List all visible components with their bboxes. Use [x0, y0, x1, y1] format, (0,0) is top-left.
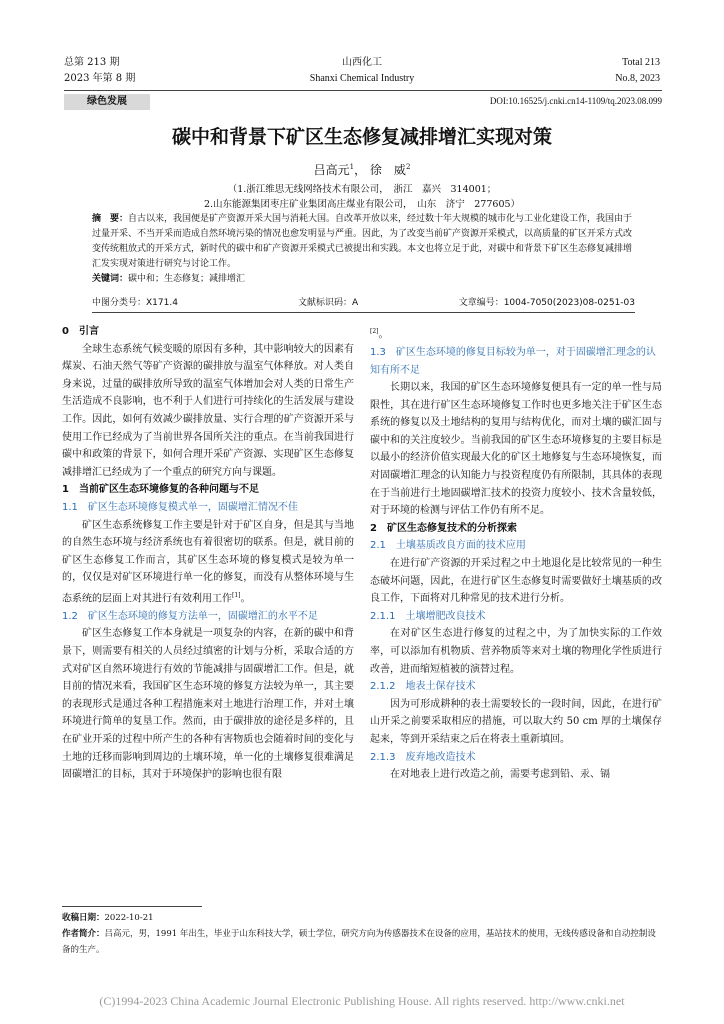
subsection-heading: 1.2 矿区生态环境的修复方法单一，固碳增汇的水平不足 [62, 610, 318, 622]
keywords [92, 272, 635, 287]
keywords-label: 关键词： [92, 274, 129, 284]
received-label: 收稿日期： [62, 913, 105, 923]
issue-en: No.8, 2023 [615, 73, 660, 84]
header-rule [64, 90, 662, 91]
paragraph: 长期以来，我国的矿区生态环境修复便具有一定的单一性与局限性，其在进行矿区生态环境修复工作时也更多地关注于矿区生态系统的修复以及土地结构的复用与结构优化，而对土壤的碳汇固与碳中和的关注度较少。当前我国的矿区生态环境修复的主要目标是以最小的经济价值实现最大化的矿区土地修复与生态环境恢复，而对固碳增汇理念的认知能力与投资程度仍有所限制，其具体的表现在于当前进行土地固碳增汇技术的投资力度较小、技术含量较低，对于环境的检测与评估工作仍有所不足。 [370, 382, 662, 517]
body-column-right [370, 323, 662, 784]
author-bio [62, 926, 662, 958]
paragraph-continued: 矿区生态修复工作本身就是一项复杂的内容，在新的碳中和背景下，则需要有相关的人员经过缜密的计划与分析，采取合适的方式对矿区自然环境进行有效的节能减排与固碳增汇工作。但是，就目前的情况来看，我国矿区生态环境的修复方法较为单一，其主要的表现形式是通过各种工程措施来对土地进行治理工作，并对土壤环境进行简单的复垦工作。然而，由于碳排放的途径是多样的，且在矿业开采的过程中所产生的各种有害物质也会随着时间的变化与土地的迁移而影响到周边的土壤环境，单一化的土壤修复很难满足固碳增汇的目标，其对于环境保护的影响也很有限 [62, 628, 354, 781]
body-column-left [62, 323, 354, 784]
total-issue-cn: 总第 213 期 [64, 57, 120, 68]
author-1: 吕高元 [313, 163, 350, 177]
received-date [62, 910, 662, 926]
author-2-affil: 2 [405, 163, 411, 171]
author-2: 徐 威 [369, 163, 406, 177]
footnote [62, 910, 662, 958]
paragraph-end: 。 [240, 593, 251, 605]
paragraph-text: 矿区生态系统修复工作主要是针对于矿区自身，但是其与当地的自然生态环境与经济系统也有着很密切的联系。但是，就目前的矿区生态修复工作而言，其矿区生态环境的修复模式是较为单一的，仅仅是对矿区环境进行单一化的修复，而没有从整体环境与生态系统的层面上对其进行有效利用工作 [62, 519, 354, 605]
section-heading: 2 矿区生态修复技术的分析探索 [370, 522, 517, 534]
footnote-rule [62, 906, 202, 907]
abstract-label: 摘 要： [92, 214, 129, 224]
citation: [2] [370, 328, 379, 335]
article-number: 文章编号：1004-7050(2023)08-0251-03 [458, 298, 635, 308]
author-bio-text: 吕高元，男，1991 年出生，毕业于山东科技大学，硕士学位，研究方向为传感器技术在设备的应用，基站技术的使用，无线传感设备和自动控制设备的生产。 [62, 929, 656, 955]
subsubsection-heading: 2.1.2 地表土保存技术 [370, 681, 476, 693]
article-title: 碳中和背景下矿区生态修复减排增汇实现对策 [171, 126, 552, 148]
author-bio-label: 作者简介： [62, 929, 105, 939]
paragraph: 在对矿区生态进行修复的过程之中，为了加快实际的工作效率，可以添加有机物质、营养物质等来对土壤的物理化学性质进行改善，进而缩短植被的演替过程。 [370, 628, 662, 675]
affiliation-2: 2.山东能源集团枣庄矿业集团高庄煤业有限公司， 山东 济宁 277605） [203, 199, 521, 210]
meta-rule [92, 312, 635, 313]
section-heading: 1 当前矿区生态环境修复的各种问题与不足 [62, 484, 259, 496]
received-value: 2022-10-21 [104, 913, 154, 923]
authors [0, 161, 724, 178]
author-sep: ， [354, 163, 367, 177]
paragraph: 因为可形成耕种的表土需要较长的一段时间，因此，在进行矿山开采之前要采取相应的措施，可以取大约 50 cm 厚的土壤保存起来，等到开采结束之后在将表土重新填回。 [370, 698, 662, 745]
subsection-heading: 1.1 矿区生态环境修复模式单一，固碳增汇情况不佳 [62, 501, 298, 513]
document-code: 文献标识码：A [298, 298, 359, 308]
subsection-heading: 1.3 矿区生态环境的修复目标较为单一，对于固碳增汇理念的认知有所不足 [370, 346, 656, 376]
section-heading: 0 引言 [62, 326, 99, 337]
journal-name-cn: 山西化工 [342, 57, 382, 68]
total-issue-en: Total 213 [622, 57, 660, 68]
subsubsection-heading: 2.1.3 废弃地改造技术 [370, 751, 476, 763]
header-right [615, 55, 660, 87]
citation: [1] [232, 591, 241, 599]
subsection-heading: 2.1 土壤基质改良方面的技术应用 [370, 540, 526, 552]
paragraph-end: 。 [378, 329, 389, 341]
paragraph-continuation [370, 323, 662, 344]
section-tag: 绿色发展 [64, 94, 150, 110]
abstract [92, 212, 635, 287]
abstract-text: 自古以来，我国便是矿产资源开采大国与消耗大国。自改革开放以来，经过数十年大规模的城市化与工业化建设工作，我国由于过量开采、不当开采而造成自然环境污染的情况也愈发明显与严重。因此，为了改变当前矿产资源开采模式，以高质量的矿区开采方式改变传统粗放式的开采方式，新时代的碳中和矿产资源开采模式已被提出和实践。本文也将立足于此，对碳中和背景下矿区生态修复减排增汇发实现对策进行研究与讨论工作。 [92, 214, 633, 269]
copyright-notice: (C)1994-2023 China Academic Journal Electronic Publishing House. All rights reserved. http://www.cnki.net [99, 994, 625, 1008]
author-1-affil: 1 [349, 163, 355, 171]
paragraph [62, 517, 354, 608]
paragraph: 全球生态系统气候变暖的原因有多种，其中影响较大的因素有煤炭、石油天然气等矿产资源的碳排放与温室气体释放。对人类自身来说，过量的碳排放所导致的温室气体增加会对人类的日常生产生活造成不良影响，也不利于人们进行可持续化的生活发展与建设工作。因此，如何有效减少碳排放量、实行合理的矿产资源开采与使用工作已经成为了当前世界各国所关注的重点。在当前我国进行碳中和政策的背景下，如何合理开采矿产资源、实现矿区生态修复减排增汇已经成为了一个重点的研究方向与课题。 [62, 343, 354, 478]
paragraph: 在对地表上进行改造之前，需要考虑到铅、汞、镉 [390, 769, 610, 781]
paragraph: 在进行矿产资源的开采过程之中土地退化是比较常见的一种生态破坏问题，因此，在进行矿区生态修复时需要做好土壤基质的改良工作，下面将对几种常见的技术进行分析。 [370, 558, 662, 605]
abstract-body [92, 212, 635, 272]
doi: DOI:10.16525/j.cnki.cn14-1109/tq.2023.08.099 [489, 96, 662, 106]
clc-number: 中图分类号：X171.4 [92, 298, 178, 308]
subsubsection-heading: 2.1.1 土壤增肥改良技术 [370, 610, 486, 622]
affiliation-1: （1.浙江维思无线网络技术有限公司， 浙江 嘉兴 314001； [227, 184, 497, 195]
journal-name-en: Shanxi Chemical Industry [309, 73, 415, 84]
year-issue-cn: 2023 年第 8 期 [64, 73, 136, 84]
keywords-text: 碳中和；生态修复；减排增汇 [128, 274, 246, 284]
